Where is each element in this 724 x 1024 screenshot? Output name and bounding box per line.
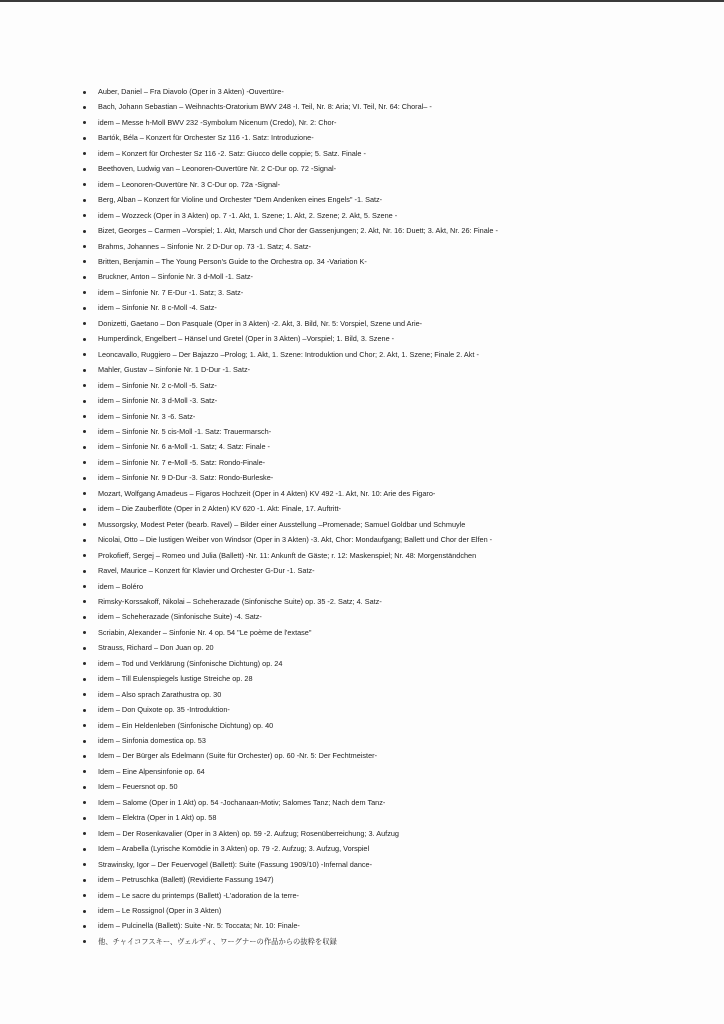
bullet-icon bbox=[83, 106, 86, 109]
list-item bbox=[83, 609, 713, 624]
list-item bbox=[83, 424, 713, 439]
bullet-icon bbox=[83, 492, 86, 495]
bullet-icon bbox=[83, 879, 86, 882]
list-item bbox=[83, 501, 713, 516]
list-item bbox=[83, 903, 713, 918]
list-item-text: Idem – Eine Alpensinfonie op. 64 bbox=[98, 766, 205, 776]
list-item-text: Bizet, Georges – Carmen –Vorspiel; 1. Akt, Marsch und Chor der Gassenjungen; 2. Akt, Nr. 16: Duett; 3. Akt, Nr. 26: Finale - bbox=[98, 226, 498, 236]
bullet-icon bbox=[83, 260, 86, 263]
bullet-icon bbox=[83, 461, 86, 464]
bullet-icon bbox=[83, 523, 86, 526]
list-item bbox=[83, 455, 713, 470]
list-item bbox=[83, 254, 713, 269]
list-item-text: idem – Sinfonie Nr. 7 E-Dur -1. Satz; 3. Satz- bbox=[98, 287, 244, 297]
list-item bbox=[83, 208, 713, 223]
list-item bbox=[83, 764, 713, 779]
bullet-icon bbox=[83, 338, 86, 341]
list-item-text: Idem – Der Bürger als Edelmann (Suite für Orchester) op. 60 -Nr. 5: Der Fechtmeister- bbox=[98, 751, 378, 761]
bullet-icon bbox=[83, 91, 86, 94]
bullet-icon bbox=[83, 770, 86, 773]
list-item-text: Mahler, Gustav – Sinfonie Nr. 1 D-Dur -1. Satz- bbox=[98, 365, 251, 375]
bullet-icon bbox=[83, 631, 86, 634]
list-item-text: idem – Konzert für Orchester Sz 116 -2. Satz: Giucco delle coppie; 5. Satz. Finale - bbox=[98, 148, 366, 158]
list-item-text: idem – Le sacre du printemps (Ballett) -L'adoration de la terre- bbox=[98, 890, 299, 900]
bullet-icon bbox=[83, 168, 86, 171]
bullet-icon bbox=[83, 508, 86, 511]
list-item-text: Idem – Der Rosenkavalier (Oper in 3 Akten) op. 59 -2. Aufzug; Rosenüberreichung; 3. Aufzug bbox=[98, 828, 399, 838]
list-item bbox=[83, 857, 713, 872]
bullet-icon bbox=[83, 430, 86, 433]
list-item bbox=[83, 409, 713, 424]
list-item bbox=[83, 223, 713, 238]
list-item bbox=[83, 841, 713, 856]
list-item bbox=[83, 872, 713, 887]
list-item bbox=[83, 347, 713, 362]
list-item-text: idem – Sinfonia domestica op. 53 bbox=[98, 736, 206, 746]
list-item bbox=[83, 239, 713, 254]
list-item-text: Idem – Arabella (Lyrische Komödie in 3 Akten) op. 79 -2. Aufzug; 3. Aufzug, Vorspiel bbox=[98, 844, 370, 854]
list-item-text: idem – Scheherazade (Sinfonische Suite) -4. Satz- bbox=[98, 612, 262, 622]
list-item bbox=[83, 702, 713, 717]
list-item bbox=[83, 733, 713, 748]
list-item-text: Scriabin, Alexander – Sinfonie Nr. 4 op. 54 "Le poème de l'extase" bbox=[98, 627, 312, 637]
list-item bbox=[83, 718, 713, 733]
list-item-text: Idem – Feuersnot op. 50 bbox=[98, 782, 178, 792]
list-item bbox=[83, 300, 713, 315]
list-item bbox=[83, 888, 713, 903]
list-item-text: idem – Leonoren-Ouvertüre Nr. 3 C-Dur op. 72a -Signal- bbox=[98, 179, 281, 189]
bullet-icon bbox=[83, 600, 86, 603]
bullet-icon bbox=[83, 863, 86, 866]
bullet-icon bbox=[83, 801, 86, 804]
list-item bbox=[83, 532, 713, 547]
bullet-icon bbox=[83, 199, 86, 202]
list-item bbox=[83, 161, 713, 176]
bullet-icon bbox=[83, 693, 86, 696]
list-item bbox=[83, 687, 713, 702]
list-item-text: idem – Sinfonie Nr. 5 cis-Moll -1. Satz: Trauermarsch- bbox=[98, 426, 272, 436]
list-item-text: Strauss, Richard – Don Juan op. 20 bbox=[98, 643, 214, 653]
bullet-icon bbox=[83, 307, 86, 310]
list-item bbox=[83, 378, 713, 393]
list-item-text: Prokofieff, Sergej – Romeo und Julia (Ballett) -Nr. 11: Ankunft de Gäste; r. 12: Maskenspiel; Nr. 48: Morgenständchen bbox=[98, 550, 477, 560]
bullet-icon bbox=[83, 724, 86, 727]
list-item bbox=[83, 795, 713, 810]
bullet-icon bbox=[83, 322, 86, 325]
bullet-icon bbox=[83, 400, 86, 403]
page-top-edge bbox=[0, 0, 724, 2]
list-item-text: Brahms, Johannes – Sinfonie Nr. 2 D-Dur op. 73 -1. Satz; 4. Satz- bbox=[98, 241, 311, 251]
list-item bbox=[83, 439, 713, 454]
list-item-text: Nicolai, Otto – Die lustigen Weiber von Windsor (Oper in 3 Akten) -3. Akt, Chor: Mondaufgang; Ballett und Chor der Elfen - bbox=[98, 535, 493, 545]
list-item-text: Auber, Daniel – Fra Diavolo (Oper in 3 Akten) -Ouvertüre- bbox=[98, 87, 284, 96]
list-item bbox=[83, 748, 713, 763]
bullet-icon bbox=[83, 446, 86, 449]
list-item bbox=[83, 177, 713, 192]
bullet-icon bbox=[83, 152, 86, 155]
list-item bbox=[83, 192, 713, 207]
list-item-text: idem – Sinfonie Nr. 3 d-Moll -3. Satz- bbox=[98, 396, 218, 406]
bullet-icon bbox=[83, 709, 86, 712]
list-item bbox=[83, 548, 713, 563]
bullet-icon bbox=[83, 925, 86, 928]
list-item-text: idem – Sinfonie Nr. 7 e-Moll -5. Satz: Rondo-Finale- bbox=[98, 457, 266, 467]
list-item bbox=[83, 563, 713, 578]
list-item bbox=[83, 115, 713, 130]
list-item bbox=[83, 671, 713, 686]
bullet-icon bbox=[83, 585, 86, 588]
bullet-icon bbox=[83, 755, 86, 758]
list-item-text: Britten, Benjamin – The Young Person's Guide to the Orchestra op. 34 -Variation K- bbox=[98, 256, 367, 266]
list-item bbox=[83, 656, 713, 671]
list-item-text: idem – Don Quixote op. 35 -Introduktion- bbox=[98, 705, 230, 715]
list-item bbox=[83, 826, 713, 841]
list-item-text: Donizetti, Gaetano – Don Pasquale (Oper in 3 Akten) -2. Akt, 3. Bild, Nr. 5: Vorspiel, Szene und Arie- bbox=[98, 318, 423, 328]
list-item-text: idem – Sinfonie Nr. 6 a-Moll -1. Satz; 4. Satz: Finale - bbox=[98, 442, 270, 452]
bullet-icon bbox=[83, 616, 86, 619]
list-item-text: idem – Sinfonie Nr. 2 c-Moll -5. Satz- bbox=[98, 380, 217, 390]
list-item-text: Idem – Salome (Oper in 1 Akt) op. 54 -Jochanaan-Motiv; Salomes Tanz; Nach dem Tanz- bbox=[98, 797, 386, 807]
list-item-text: idem – Also sprach Zarathustra op. 30 bbox=[98, 689, 222, 699]
list-item bbox=[83, 810, 713, 825]
list-item-text: idem – Messe h-Moll BWV 232 -Symbolum Nicenum (Credo), Nr. 2: Chor- bbox=[98, 117, 337, 127]
list-item-text: idem – Sinfonie Nr. 8 c-Moll -4. Satz- bbox=[98, 303, 217, 313]
list-item bbox=[83, 130, 713, 145]
list-item-text: Humperdinck, Engelbert – Hänsel und Gretel (Oper in 3 Akten) –Vorspiel; 1. Bild, 3. Szene - bbox=[98, 334, 395, 344]
list-item-text: Idem – Elektra (Oper in 1 Akt) op. 58 bbox=[98, 813, 217, 823]
list-item-text: Berg, Alban – Konzert für Violine und Orchester "Dem Andenken eines Engels" -1. Satz- bbox=[98, 195, 383, 205]
list-item-text: Bartók, Béla – Konzert für Orchester Sz 116 -1. Satz: Introduzione- bbox=[98, 133, 314, 143]
repertoire-list bbox=[83, 84, 713, 949]
list-item bbox=[83, 486, 713, 501]
bullet-icon bbox=[83, 662, 86, 665]
list-item bbox=[83, 625, 713, 640]
bullet-icon bbox=[83, 415, 86, 418]
bullet-icon bbox=[83, 786, 86, 789]
bullet-icon bbox=[83, 276, 86, 279]
list-item-text: idem – Sinfonie Nr. 3 -6. Satz- bbox=[98, 411, 196, 421]
list-item-text: idem – Ein Heldenleben (Sinfonische Dichtung) op. 40 bbox=[98, 720, 274, 730]
list-item-text: idem – Wozzeck (Oper in 3 Akten) op. 7 -1. Akt, 1. Szene; 1. Akt, 2. Szene; 2. Akt, 5. Szene - bbox=[98, 210, 398, 220]
list-item-text: Beethoven, Ludwig van – Leonoren-Ouvertüre Nr. 2 C-Dur op. 72 -Signal- bbox=[98, 164, 337, 174]
list-item bbox=[83, 316, 713, 331]
list-item-text: idem – Tod und Verklärung (Sinfonische Dichtung) op. 24 bbox=[98, 658, 283, 668]
list-item-text: idem – Le Rossignol (Oper in 3 Akten) bbox=[98, 906, 222, 916]
list-item bbox=[83, 918, 713, 933]
list-item bbox=[83, 285, 713, 300]
bullet-icon bbox=[83, 940, 86, 943]
bullet-icon bbox=[83, 570, 86, 573]
bullet-icon bbox=[83, 817, 86, 820]
bullet-icon bbox=[83, 894, 86, 897]
bullet-icon bbox=[83, 740, 86, 743]
list-item-text: Strawinsky, Igor – Der Feuervogel (Ballett): Suite (Fassung 1909/10) -Infernal dance- bbox=[98, 859, 373, 869]
list-item bbox=[83, 84, 713, 99]
bullet-icon bbox=[83, 678, 86, 681]
list-item-text: Leoncavallo, Ruggiero – Der Bajazzo –Prolog; 1. Akt, 1. Szene: Introduktion und Chor; 2. Akt, 1. Szene; Finale 2. Akt - bbox=[98, 349, 479, 359]
list-item bbox=[83, 269, 713, 284]
bullet-icon bbox=[83, 477, 86, 480]
list-item bbox=[83, 640, 713, 655]
list-item-text: idem – Pulcinella (Ballett): Suite -Nr. 5: Toccata; Nr. 10: Finale- bbox=[98, 921, 300, 931]
list-item bbox=[83, 99, 713, 114]
list-item bbox=[83, 331, 713, 346]
bullet-icon bbox=[83, 910, 86, 913]
list-item bbox=[83, 362, 713, 377]
bullet-icon bbox=[83, 369, 86, 372]
bullet-icon bbox=[83, 137, 86, 140]
list-item-text: Mozart, Wolfgang Amadeus – Figaros Hochzeit (Oper in 4 Akten) KV 492 -1. Akt, Nr. 10: Arie des Figaro- bbox=[98, 488, 436, 498]
list-item-text: Ravel, Maurice – Konzert für Klavier und Orchester G-Dur -1. Satz- bbox=[98, 566, 315, 576]
list-item bbox=[83, 393, 713, 408]
bullet-icon bbox=[83, 554, 86, 557]
list-item bbox=[83, 470, 713, 485]
list-item-text: Bach, Johann Sebastian – Weihnachts-Oratorium BWV 248 -I. Teil, Nr. 8: Aria; VI. Teil, Nr. 64: Choral– - bbox=[98, 102, 432, 112]
bullet-icon bbox=[83, 245, 86, 248]
list-item bbox=[83, 594, 713, 609]
bullet-icon bbox=[83, 832, 86, 835]
bullet-icon bbox=[83, 848, 86, 851]
list-item-text: 他、チャイコフスキー、ヴェルディ、ワーグナーの作品からの抜粋を収録 bbox=[98, 936, 337, 946]
list-item bbox=[83, 934, 713, 949]
bullet-icon bbox=[83, 121, 86, 124]
list-item-text: idem – Petruschka (Ballett) (Revidierte Fassung 1947) bbox=[98, 875, 274, 885]
list-item bbox=[83, 579, 713, 594]
list-item-text: idem – Die Zauberflöte (Oper in 2 Akten) KV 620 -1. Akt: Finale, 17. Auftritt- bbox=[98, 504, 341, 514]
bullet-icon bbox=[83, 291, 86, 294]
list-item bbox=[83, 779, 713, 794]
list-item-text: idem – Boléro bbox=[98, 581, 144, 591]
list-item bbox=[83, 517, 713, 532]
bullet-icon bbox=[83, 539, 86, 542]
bullet-icon bbox=[83, 647, 86, 650]
bullet-icon bbox=[83, 230, 86, 233]
bullet-icon bbox=[83, 384, 86, 387]
list-item-text: Rimsky-Korssakoff, Nikolai – Scheherazade (Sinfonische Suite) op. 35 -2. Satz; 4. Satz- bbox=[98, 596, 382, 606]
bullet-icon bbox=[83, 183, 86, 186]
list-item-text: Bruckner, Anton – Sinfonie Nr. 3 d-Moll -1. Satz- bbox=[98, 272, 253, 282]
list-item-text: idem – Sinfonie Nr. 9 D-Dur -3. Satz: Rondo-Burleske- bbox=[98, 473, 274, 483]
list-item-text: idem – Till Eulenspiegels lustige Streiche op. 28 bbox=[98, 674, 253, 684]
list-item-text: Mussorgsky, Modest Peter (bearb. Ravel) – Bilder einer Ausstellung –Promenade; Samuel Goldbar und Schmuyle bbox=[98, 519, 466, 529]
bullet-icon bbox=[83, 353, 86, 356]
bullet-icon bbox=[83, 214, 86, 217]
list-item bbox=[83, 146, 713, 161]
